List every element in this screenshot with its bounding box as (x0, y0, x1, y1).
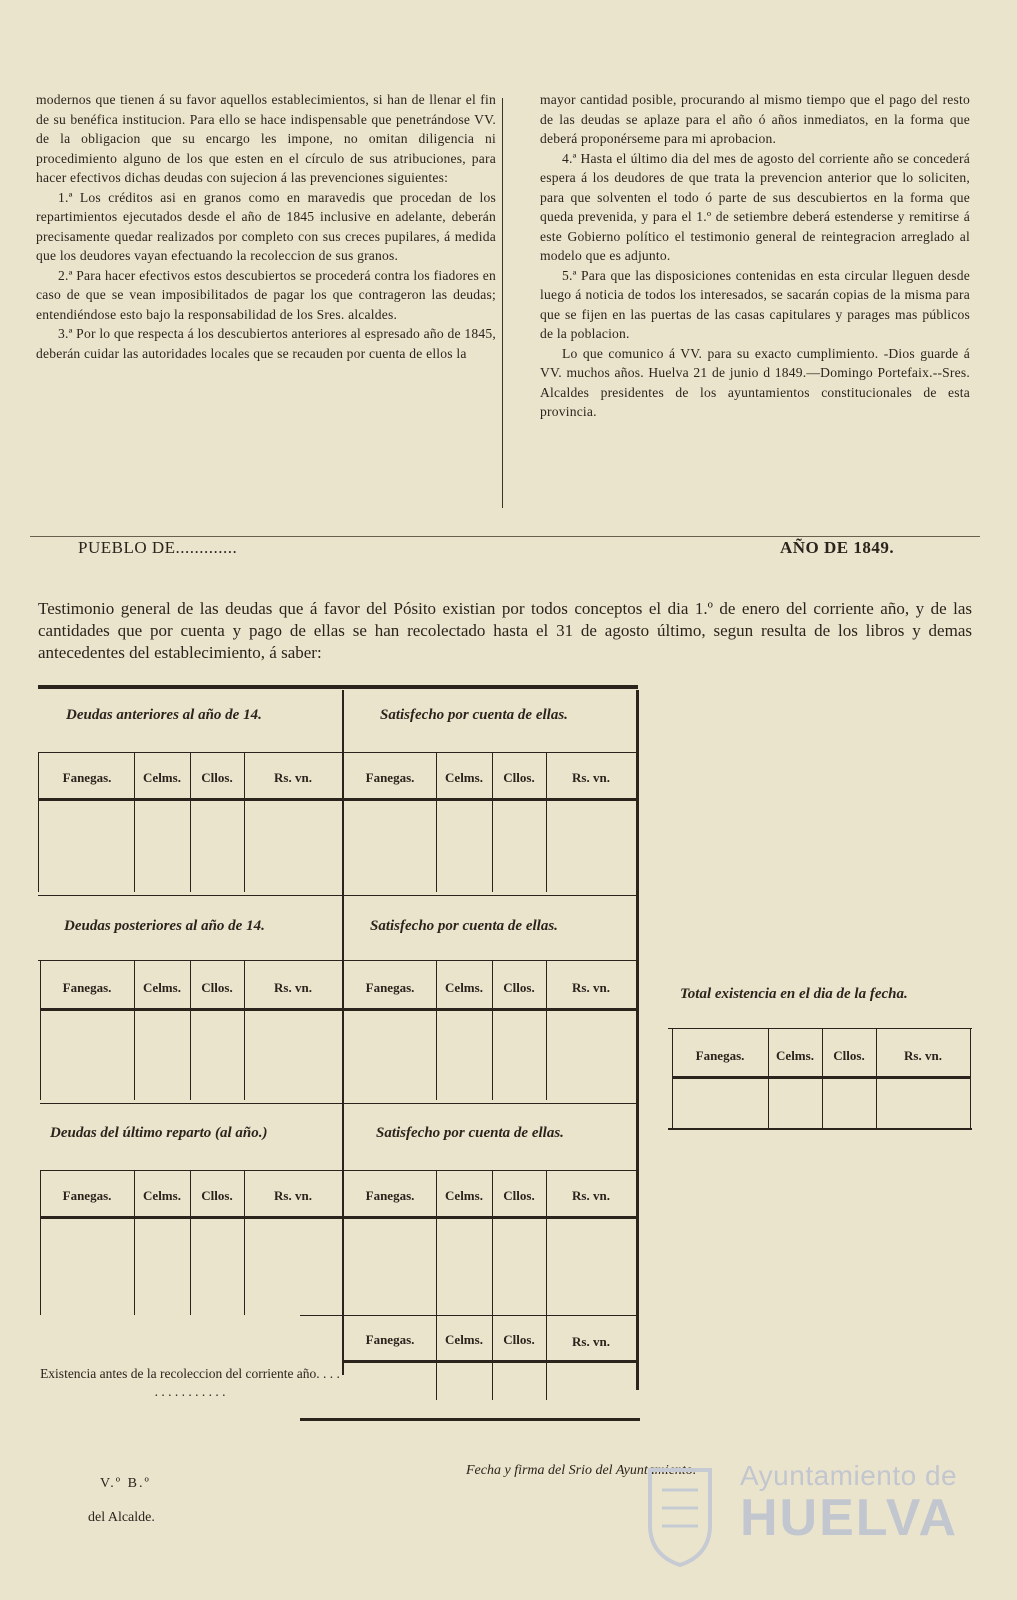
rule (40, 1008, 638, 1011)
col-celms: Celms. (143, 770, 181, 785)
rule (546, 1170, 547, 1400)
pueblo-label: PUEBLO DE............. (78, 538, 238, 557)
circular-left-column (36, 90, 496, 363)
rule (38, 685, 638, 689)
del-alcalde: del Alcalde. (88, 1510, 155, 1525)
separator-rule (30, 536, 980, 537)
col-celms: Celms. (445, 770, 483, 785)
watermark-line2: HUELVA (740, 1489, 959, 1547)
rule (40, 1103, 638, 1104)
rule (342, 1360, 638, 1363)
testimonio-intro: Testimonio general de las deudas que á favor del Pósito existian por todos conceptos el dia 1.º de enero del corriente año, y de las cantidades que por cuenta y pago de ellas se han recolectado hasta el 31 de agosto último, segun resulta de los libros y demas antecedentes del establecimiento, á saber: (38, 599, 972, 662)
rule (342, 690, 344, 1375)
rule (38, 752, 638, 753)
col-rs-vn: Rs. vn. (274, 1188, 312, 1203)
col-cllos: Cllos. (201, 770, 233, 785)
rule (436, 1170, 437, 1400)
section-2-right-title: Satisfecho por cuenta de ellas. (370, 918, 558, 934)
section-3-right-title: Satisfecho por cuenta de ellas. (376, 1125, 564, 1141)
col-fanegas: Fanegas. (365, 1188, 415, 1203)
rule (38, 895, 638, 896)
col-rs-vn: Rs. vn. (274, 980, 312, 995)
col-cllos: Cllos. (503, 1332, 535, 1347)
watermark (740, 1460, 959, 1547)
col-cllos: Cllos. (503, 1188, 535, 1203)
col-celms: Celms. (445, 980, 483, 995)
rule (40, 1170, 638, 1171)
rule (38, 752, 39, 892)
watermark-line1: Ayuntamiento de (740, 1460, 958, 1491)
col-fanegas: Fanegas. (62, 980, 112, 995)
col-cllos: Cllos. (201, 980, 233, 995)
total-existencia-title: Total existencia en el dia de la fecha. (680, 986, 908, 1002)
paragraph: 5.ª Para que las disposiciones contenidas en esta circular lleguen desde luego á noticia de todos los interesados, se sacarán copias de la misma para que se fijen en las puertas de las casas capitulares y parages mas públicos de la poblacion. (540, 267, 970, 341)
col-rs-vn: Rs. vn. (904, 1048, 942, 1063)
col-celms: Celms. (445, 1332, 483, 1347)
rule (40, 1216, 638, 1219)
col-fanegas: Fanegas. (365, 980, 415, 995)
rule (300, 1418, 640, 1421)
col-rs-vn: Rs. vn. (572, 770, 610, 785)
col-fanegas: Fanegas. (695, 1048, 745, 1063)
section-1-right-title: Satisfecho por cuenta de ellas. (380, 707, 568, 723)
col-celms: Celms. (143, 1188, 181, 1203)
rule (668, 1128, 972, 1130)
visto-bueno: V.º B.º (100, 1476, 151, 1491)
col-rs-vn: Rs. vn. (274, 770, 312, 785)
col-fanegas: Fanegas. (62, 1188, 112, 1203)
rule (636, 690, 639, 1390)
rule (492, 1170, 493, 1400)
rule (970, 1028, 971, 1128)
paragraph: mayor cantidad posible, procurando al mismo tiempo que el pago del resto de las deudas se aplaze para el año ó años inmediatos, en la forma que deberá proponérseme para mi aprobacion. (540, 92, 970, 146)
col-celms: Celms. (445, 1188, 483, 1203)
paragraph: Lo que comunico á VV. para su exacto cumplimiento. -Dios guarde á VV. muchos años. Huelva 21 de junio d 1849.—Domingo Portefaix.--Sres. Alcaldes presidentes de los ayuntamientos constitucionales de esta provincia. (540, 345, 970, 419)
col-fanegas: Fanegas. (62, 770, 112, 785)
col-cllos: Cllos. (503, 770, 535, 785)
paragraph: 3.ª Por lo que respecta á los descubiertos anteriores al espresado año de 1845, deberán cuidar las autoridades locales que se recauden por cuenta de ellos la (36, 326, 496, 361)
col-cllos: Cllos. (833, 1048, 865, 1063)
col-rs-vn: Rs. vn. (572, 1334, 610, 1349)
rule (300, 1315, 638, 1316)
paragraph: 2.ª Para hacer efectivos estos descubiertos se procederá contra los fiadores en caso de que se vean imposibilitados de pagar los que contrageron las deudas; entendiéndose esto bajo la responsabilidad de los Sres. alcaldes. (36, 267, 496, 322)
paragraph: 4.ª Hasta el último dia del mes de agosto del corriente año se concederá espera á los deudores de que trata la prevencion anterior que lo soliciten, para que solventen el todo ó parte de sus descubiertos en la forma que queda prevenida, y para el 1.º de setiembre deberá estenderse y remitirse á este Gobierno político el testimonio general de reintegracion arreglado al modelo que es adjunto. (540, 150, 970, 263)
circular-right-column (540, 90, 970, 422)
paragraph: 1.ª Los créditos asi en granos como en maravedis que procedan de los repartimientos ejecutados desde el año de 1845 inclusive en adelante, deberán precisamente quedar realizados por completo con sus creces pupilares, á medida que los deudores vayan efectuando la recoleccion de sus granos. (36, 189, 496, 263)
col-fanegas: Fanegas. (365, 1332, 415, 1347)
rule (38, 960, 638, 961)
rule (38, 798, 638, 801)
col-celms: Celms. (143, 980, 181, 995)
col-fanegas: Fanegas. (365, 770, 415, 785)
col-cllos: Cllos. (503, 980, 535, 995)
col-cllos: Cllos. (201, 1188, 233, 1203)
rule (672, 1076, 970, 1079)
crest-watermark-icon (640, 1460, 720, 1570)
column-divider (502, 98, 503, 508)
col-rs-vn: Rs. vn. (572, 980, 610, 995)
existencia-label: Existencia antes de la recoleccion del corriente año. . . . . . . . . . . . . . . (40, 1366, 340, 1399)
rule (668, 1028, 972, 1029)
year-label: AÑO DE 1849. (780, 538, 895, 557)
paragraph: modernos que tienen á su favor aquellos establecimientos, si han de llenar el fin de su benéfica institucion. Para ello se hace indispensable que penetrándose VV. de la obligacion que su encargo les impone, no omitan diligencia ni procedimiento alguno de los que esten en el círculo de sus atribuciones, para hacer efectivos dichas deudas con sujecion á las prevenciones siguientes: (36, 92, 496, 185)
fecha-firma: Fecha y firma del Srio del Ayuntamiento. (466, 1463, 697, 1478)
section-3-left-title: Deudas del último reparto (al año.) (50, 1125, 268, 1141)
col-celms: Celms. (776, 1048, 814, 1063)
col-rs-vn: Rs. vn. (572, 1188, 610, 1203)
section-1-left-title: Deudas anteriores al año de 14. (66, 707, 262, 723)
section-2-left-title: Deudas posteriores al año de 14. (64, 918, 265, 934)
